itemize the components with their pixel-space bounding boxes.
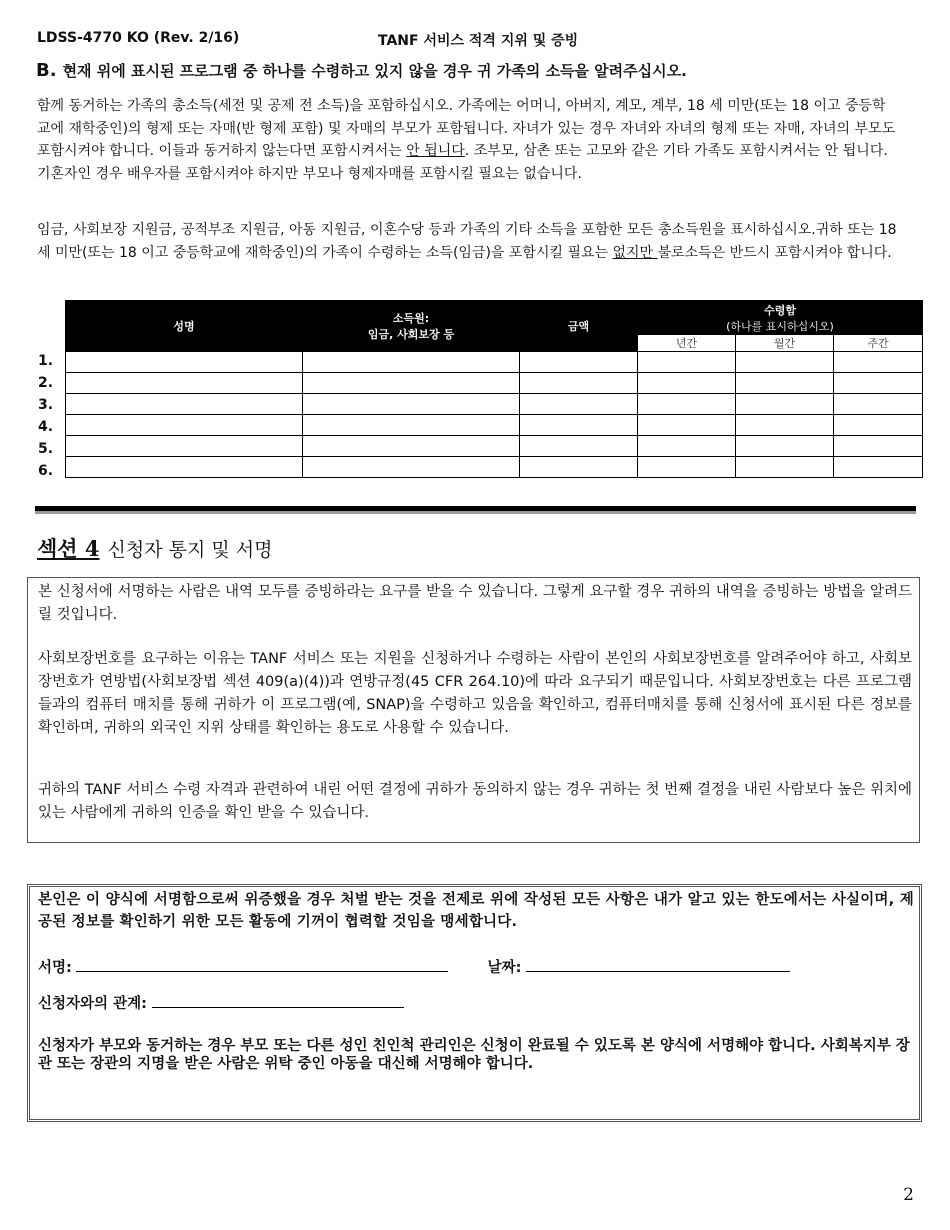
section-b-heading — [36, 60, 687, 81]
annual-cell[interactable] — [638, 415, 736, 436]
name-cell[interactable] — [66, 373, 303, 394]
household-income-instructions — [37, 95, 897, 185]
section-divider — [35, 506, 916, 511]
notice-paragraph: 사회보장번호를 요구하는 이유는 TANF 서비스 또는 지원을 신청하거나 수령하는 사람이 본인의 사회보장번호를 알려주어야 하고, 사회보장번호가 연방법(사회보장법 섹션 409(a)(4))과 연방규정(45 CFR 264.10)에 따라 요구되기 때문입니다. 사회보장번호는 다른 프로그램들과의 컴퓨터 매치를 통해 귀하가 이 프로그램(예, SNAP)을 수령하고 있음을 확인하고, 컴퓨터매치를 통해 신청서에 표시된 다른 정보를 확인하며, 귀하의 외국인 지위 상태를 확인하는 용도로 사용할 수 있습니다. — [38, 651, 912, 736]
para2-text-a: 임금, 사회보장 지원금, 공적부조 지원금, 아동 지원금, 이혼수당 등과 가족의 기타 소득을 포함한 모든 총소득원을 표시하십시오.귀하 또는 18 세 미만(또는 18 이고 중등학교에 재학중인)의 가족이 수령하는 소득(임금)을 포함시킬 필요는 — [37, 222, 897, 261]
relationship-row — [38, 991, 914, 1015]
table-row — [66, 373, 923, 394]
source-cell[interactable] — [303, 415, 520, 436]
monthly-cell[interactable] — [736, 373, 834, 394]
signature-date-row — [38, 955, 914, 979]
relationship-field[interactable] — [152, 991, 404, 1008]
weekly-cell[interactable] — [834, 436, 923, 457]
source-cell[interactable] — [303, 394, 520, 415]
monthly-cell[interactable] — [736, 394, 834, 415]
table-row — [66, 457, 923, 478]
amount-cell[interactable] — [520, 352, 638, 373]
col-header-annual: 년간 — [638, 335, 736, 352]
monthly-cell[interactable] — [736, 352, 834, 373]
weekly-cell[interactable] — [834, 373, 923, 394]
section4-heading — [37, 533, 272, 563]
annual-cell[interactable] — [638, 457, 736, 478]
signature-label: 서명: — [38, 960, 72, 976]
weekly-cell[interactable] — [834, 352, 923, 373]
para1-text-a: 함께 동거하는 가족의 총소득(세전 및 공제 전 소득)을 포함하십시오. 가족에는 어머니, 아버지, 계모, 계부, 18 세 미만(또는 18 이고 중등학교에 재학중인)의 형제 또는 자매(반 형제 포함) 및 자매의 부모가 포함됩니다. 자녀가 있는 경우 자녀와 자녀의 형제 또는 자매, 자녀의 부모도 포함시켜야 합니다. 이들과 동거하지 않는다면 포함시켜서는 — [37, 98, 896, 159]
row-number: 1. — [38, 353, 54, 369]
col-header-monthly: 월간 — [736, 335, 834, 352]
name-cell[interactable] — [66, 352, 303, 373]
annual-cell[interactable] — [638, 436, 736, 457]
para1-underline: 안 됩니다 — [406, 143, 465, 159]
page-number: 2 — [903, 1185, 914, 1205]
row-number: 3. — [38, 397, 54, 413]
amount-cell[interactable] — [520, 373, 638, 394]
row-number: 2. — [38, 375, 54, 391]
name-cell[interactable] — [66, 436, 303, 457]
source-cell[interactable] — [303, 436, 520, 457]
table-row — [66, 394, 923, 415]
amount-cell[interactable] — [520, 457, 638, 478]
table-row — [66, 415, 923, 436]
para2-underline: 없지만 — [612, 244, 658, 261]
section4-number: 섹션 4 — [37, 536, 100, 561]
name-cell[interactable] — [66, 457, 303, 478]
col-header-amount: 금액 — [520, 301, 638, 352]
relationship-label: 신청자와의 관계: — [38, 996, 147, 1012]
col-header-name: 성명 — [66, 301, 303, 352]
name-cell[interactable] — [66, 394, 303, 415]
source-cell[interactable] — [303, 373, 520, 394]
monthly-cell[interactable] — [736, 436, 834, 457]
date-label: 날짜: — [487, 960, 522, 976]
weekly-cell[interactable] — [834, 457, 923, 478]
income-source-instructions — [37, 219, 897, 264]
weekly-cell[interactable] — [834, 394, 923, 415]
section-b-heading-text: 현재 위에 표시된 프로그램 중 하나를 수령하고 있지 않을 경우 귀 가족의 소득을 알려주십시오. — [62, 62, 687, 80]
amount-cell[interactable] — [520, 394, 638, 415]
col-header-weekly: 주간 — [834, 335, 923, 352]
notice-box — [27, 577, 920, 843]
amount-cell[interactable] — [520, 415, 638, 436]
annual-cell[interactable] — [638, 394, 736, 415]
form-id: LDSS-4770 KO (Rev. 2/16) — [37, 30, 240, 46]
monthly-cell[interactable] — [736, 457, 834, 478]
guardian-note: 신청자가 부모와 동거하는 경우 부모 또는 다른 성인 친인척 관리인은 신청이 완료될 수 있도록 본 양식에 서명해야 합니다. 사회복지부 장관 또는 장관의 지명을 받은 사람은 위탁 중인 아동을 대신해 서명해야 합니다. — [38, 1038, 910, 1072]
oath-text: 본인은 이 양식에 서명함으로써 위증했을 경우 처벌 받는 것을 전제로 위에 작성된 모든 사항은 내가 알고 있는 한도에서는 사실이며, 제공된 정보를 확인하기 위한 모든 활동에 기꺼이 협력할 것임을 맹세합니다. — [38, 892, 914, 930]
para1-text-b: . 조부모, 삼촌 또는 고모와 같은 기타 가족도 포함시켜서는 안 됩니다. 기혼자인 경우 배우자를 포함시켜야 하지만 부모나 형제자매를 포함시킬 필요는 없습니다. — [37, 143, 888, 182]
col-header-source: 소득원: 임금, 사회보장 등 — [303, 301, 520, 352]
form-title: TANF 서비스 적격 지위 및 증빙 — [378, 33, 579, 49]
section-b-letter: B. — [36, 60, 57, 81]
para2-text-b: 불로소득은 반드시 포함시켜야 합니다. — [657, 244, 892, 261]
source-cell[interactable] — [303, 352, 520, 373]
notice-paragraph: 본 신청서에 서명하는 사람은 내역 모두를 증빙하라는 요구를 받을 수 있습니다. 그렇게 요구할 경우 귀하의 내역을 증빙하는 방법을 알려드릴 것입니다. — [38, 584, 912, 623]
weekly-cell[interactable] — [834, 415, 923, 436]
row-number: 6. — [38, 463, 54, 479]
annual-cell[interactable] — [638, 352, 736, 373]
date-field[interactable] — [526, 955, 790, 972]
annual-cell[interactable] — [638, 373, 736, 394]
source-cell[interactable] — [303, 457, 520, 478]
table-row — [66, 436, 923, 457]
income-table — [65, 300, 923, 478]
section4-title: 신청자 통지 및 서명 — [107, 539, 273, 561]
col-header-received: 수령함 (하나를 표시하십시오) — [638, 301, 923, 335]
signature-box — [27, 884, 922, 1122]
row-number: 5. — [38, 441, 54, 457]
signature-field[interactable] — [76, 955, 448, 972]
row-number: 4. — [38, 419, 54, 435]
amount-cell[interactable] — [520, 436, 638, 457]
name-cell[interactable] — [66, 415, 303, 436]
monthly-cell[interactable] — [736, 415, 834, 436]
notice-paragraph: 귀하의 TANF 서비스 수령 자격과 관련하여 내린 어떤 결정에 귀하가 동의하지 않는 경우 귀하는 첫 번째 결정을 내린 사람보다 높은 위치에 있는 사람에게 귀하의 인증을 확인 받을 수 있습니다. — [38, 782, 912, 821]
table-row — [66, 352, 923, 373]
